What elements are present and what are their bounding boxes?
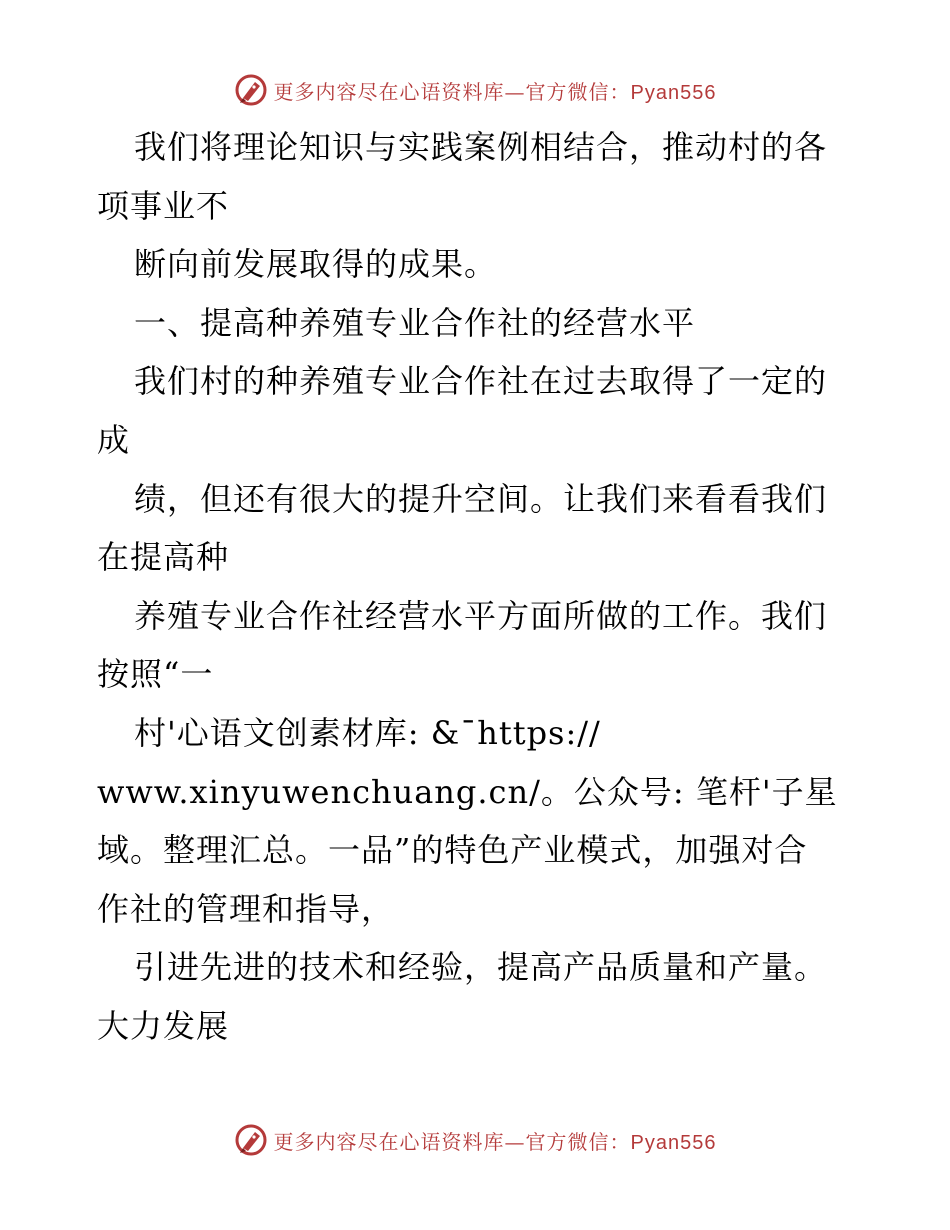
body-line: 按照“一 <box>97 655 214 694</box>
body-line: 在提高种 <box>97 538 230 577</box>
footer-watermark-banner <box>0 1118 950 1162</box>
body-line: 养殖专业合作社经营水平方面所做的工作。我们 <box>134 596 828 635</box>
body-line: 断向前发展取得的成果。 <box>134 245 498 284</box>
pen-nib-logo-icon <box>234 1123 268 1157</box>
header-watermark-banner <box>0 68 950 112</box>
header-wechat-id: Pyan556 <box>630 81 717 104</box>
body-line: 我们村的种养殖专业合作社在过去取得了一定的 <box>134 362 828 401</box>
footer-banner-text: 更多内容尽在心语资料库—官方微信：Pyan556 <box>273 1129 717 1154</box>
body-line: 域。整理汇总。一品”的特色产业模式，加强对合 <box>97 831 808 870</box>
body-line: www.xinyuwenchuang.cn/。公众号: 笔杆'子星 <box>97 772 838 811</box>
document-body <box>97 118 857 1056</box>
body-line: 作社的管理和指导， <box>97 889 395 928</box>
body-line: 绩，但还有很大的提升空间。让我们来看看我们 <box>134 479 828 518</box>
pen-nib-logo-icon <box>234 73 268 107</box>
body-line: 成 <box>97 420 131 459</box>
body-line: 引进先进的技术和经验，提高产品质量和产量。 <box>134 948 828 987</box>
body-line: 项事业不 <box>97 186 230 225</box>
body-line: 大力发展 <box>97 1006 230 1045</box>
header-banner-text: 更多内容尽在心语资料库—官方微信：Pyan556 <box>273 79 717 104</box>
footer-wechat-id: Pyan556 <box>630 1131 717 1154</box>
body-line: 村'心语文创素材库: &¯https:// <box>134 713 601 752</box>
body-line: 我们将理论知识与实践案例相结合，推动村的各 <box>134 128 828 166</box>
section-heading: 一、提高种养殖专业合作社的经营水平 <box>134 303 696 342</box>
